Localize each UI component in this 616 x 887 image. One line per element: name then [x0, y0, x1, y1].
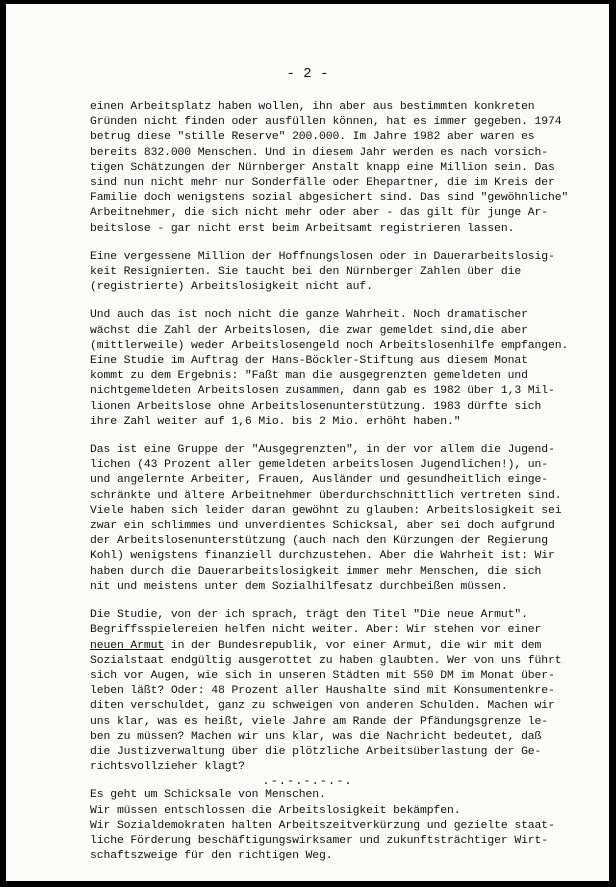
text-line: Es geht um Schicksale von Menschen.	[90, 789, 326, 802]
text-line: diten verschuldet, ganz zu schweigen von anderen Schulden. Machen wir	[90, 700, 555, 713]
closing-mark: .-.-.-.-.-.	[262, 774, 353, 788]
paragraph	[90, 308, 610, 430]
text-line: ben zu müssen? Machen wir uns klar, was die Nachricht bedeutet, daß	[90, 730, 542, 743]
text-line: Das ist eine Gruppe der "Ausgegrenzten", in der vor allem die Jugend-	[90, 444, 555, 457]
text-line: sich vor Augen, wie sich in unseren Städten mit 550 DM im Monat über-	[90, 669, 555, 682]
text-line: (mittlerweile) weder Arbeitslosengeld noch Arbeitslosenhilfe empfangen.	[90, 339, 569, 352]
text-line: ihre Zahl weiter auf 1,6 Mio. bis 2 Mio. erhöht haben."	[90, 415, 461, 428]
text-line: Und auch das ist noch nicht die ganze Wahrheit. Noch dramatischer	[90, 309, 528, 322]
text-line: Sozialstaat endgültig ausgerottet zu haben glaubten. Wer von uns führt	[90, 654, 562, 667]
text-line: haben durch die Dauerarbeitslosigkeit immer mehr Menschen, die sich	[90, 565, 542, 578]
paragraph	[90, 250, 610, 296]
text-line: nichtgemeldeten Arbeitslosen zusammen, dann gab es 1982 über 1,3 Mil-	[90, 385, 555, 398]
text-line: und angelernte Arbeiter, Frauen, Ausländer und gesundheitlich einge-	[90, 474, 549, 487]
text-line: Eine Studie im Auftrag der Hans-Böckler-Stiftung aus diesem Monat	[90, 355, 528, 368]
text-line: wächst die Zahl der Arbeitslosen, die zwar gemeldet sind,die aber	[90, 324, 528, 337]
text-line: Eine vergessene Million der Hoffnungslosen oder in Dauerarbeitslosig-	[90, 250, 555, 263]
text-line: zwar ein schlimmes und unverdientes Schicksal, aber sei doch aufgrund	[90, 520, 555, 533]
underlined-phrase: neuen Armut	[90, 639, 165, 652]
text-line: Wir Sozialdemokraten halten Arbeitszeitverkürzung und gezielte staat-	[90, 819, 555, 832]
text-line: lionen Arbeitslose ohne Arbeitslosenunterstützung. 1983 dürfte sich	[90, 400, 542, 413]
text-line: einen Arbeitsplatz haben wollen, ihn aber aus bestimmten konkreten	[90, 101, 535, 113]
text-line: sind nun nicht mehr nur Sonderfälle oder Ehepartner, die im Kreis der	[90, 177, 555, 190]
text-line: Begriffsspielereien helfen nicht weiter. Aber: Wir stehen vor einer	[90, 624, 542, 637]
text-line: (registrierte) Arbeitslosigkeit nicht auf.	[90, 281, 373, 294]
text-line: bereits 832.000 Menschen. Und in diesem Jahr werden es nach vorsich-	[90, 146, 549, 159]
text-line: nit und meistens unter dem Sozialhilfesatz durchbeißen müssen.	[90, 580, 508, 593]
text-line: lichen (43 Prozent aller gemeldeten arbeitslosen Jugendlichen!), un-	[90, 459, 549, 472]
text-line: Arbeitnehmer, die sich nicht mehr oder aber - das gilt für junge Ar-	[90, 207, 549, 220]
text-line: Viele haben sich leider daran gewöhnt zu glauben: Arbeitslosigkeit sei	[90, 504, 562, 517]
text-line: keit Resignierten. Sie taucht bei den Nürnberger Zahlen über die	[90, 266, 522, 279]
text-line: richtsvollzieher klagt?	[90, 761, 245, 774]
text-line: Kohl) wenigstens finanziell durchzustehen. Aber die Wahrheit ist: Wir	[90, 550, 555, 563]
text-line: neuen Armut in der Bundesrepublik, vor einer Armut, die wir mit dem	[90, 639, 542, 652]
paragraph	[90, 788, 610, 864]
text-line: leben läßt? Oder: 48 Prozent aller Haushalte sind mit Konsumentenkre-	[90, 685, 555, 698]
text-line: kommt zu dem Ergebnis: "Faßt man die ausgegrenzten gemeldeten und	[90, 370, 528, 383]
text-line: uns klar, was es heißt, viele Jahre am Rande der Pfändungsgrenze le-	[90, 715, 549, 728]
paragraph	[90, 100, 610, 237]
text-line: die Justizverwaltung über die plötzliche Arbeitsüberlastung der Ge-	[90, 745, 542, 758]
text-line: betrug diese "stille Reserve" 200.000. Im Jahre 1982 aber waren es	[90, 131, 535, 144]
page-number: - 2 -	[286, 66, 329, 82]
text-line: Gründen nicht finden oder ausfüllen können, hat es immer gegeben. 1974	[90, 116, 562, 129]
text-line: tigen Schätzungen der Nürnberger Anstalt knapp eine Million sein. Das	[90, 161, 555, 174]
document-body	[90, 100, 610, 877]
text-line: liche Förderung beschäftigungswirksamer und zukunftsträchtiger Wirt-	[90, 834, 549, 847]
paragraph	[90, 608, 610, 775]
document-page	[6, 4, 609, 881]
text-line: Familie doch wenigstens sozial abgesichert sind. Das sind "gewöhnliche"	[90, 192, 569, 205]
text-line: schränkte und ältere Arbeitnehmer überdurchschnittlich vertreten sind.	[90, 489, 562, 502]
text-line: beitslose - gar nicht erst beim Arbeitsamt registrieren lassen.	[90, 222, 515, 235]
text-line: der Arbeitslosenunterstützung (auch nach den Kürzungen der Regierung	[90, 535, 549, 548]
paragraph	[90, 443, 610, 595]
text-line: Die Studie, von der ich sprach, trägt den Titel "Die neue Armut".	[90, 609, 528, 622]
text-line: Wir müssen entschlossen die Arbeitslosigkeit bekämpfen.	[90, 804, 461, 817]
text-line: schaftszweige für den richtigen Weg.	[90, 850, 333, 863]
